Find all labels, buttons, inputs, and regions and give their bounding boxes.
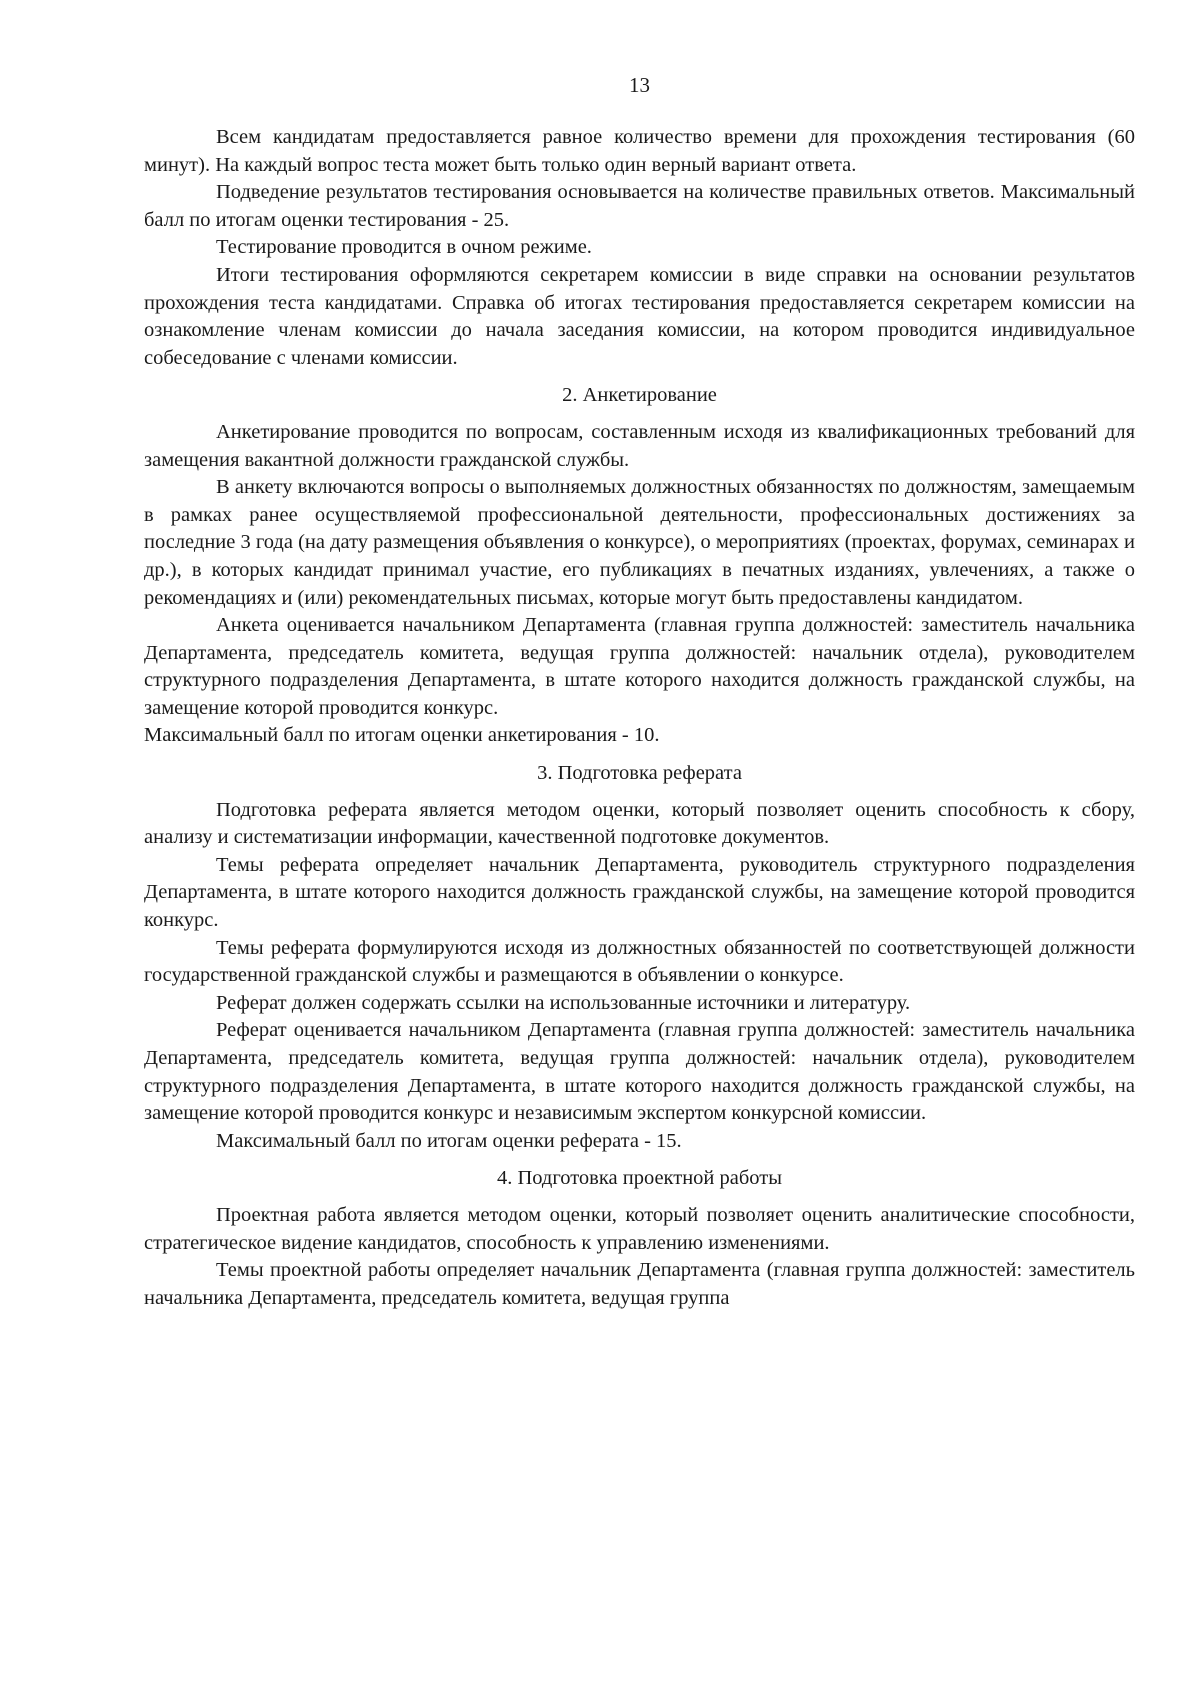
paragraph: Темы реферата определяет начальник Департамента, руководитель структурного подразделения Департамента, в штате которого находится должность гражданской службы, на замещение которой проводится конкурс. — [144, 853, 1135, 932]
max-score-line: Максимальный балл по итогам оценки анкетирования - 10. — [144, 724, 660, 747]
paragraph: Максимальный балл по итогам оценки реферата - 15. — [216, 1129, 682, 1152]
paragraph: Проектная работа является методом оценки, который позволяет оценить аналитические способности, стратегическое видение кандидатов, способность к управлению изменениями. — [144, 1203, 1135, 1254]
paragraph: Анкетирование проводится по вопросам, составленным исходя из квалификационных требований для замещения вакантной должности гражданской службы. — [144, 420, 1135, 471]
project-section — [144, 1165, 1135, 1312]
paragraph: Подведение результатов тестирования основывается на количестве правильных ответов. Максимальный балл по итогам оценки тестирования - 25. — [144, 181, 1135, 231]
paragraph: Анкета оценивается начальником Департамента (главная группа должностей: заместитель начальника Департамента, председатель комитета, ведущая группа должностей: начальник отдела), руководителем структурного подразделения Департамента, в штате которого находится должность гражданской службы, на замещение которой проводится конкурс. — [144, 614, 1135, 719]
survey-section — [144, 382, 1135, 750]
section-heading: 2. Анкетирование — [562, 384, 717, 407]
paragraph: Всем кандидатам предоставляется равное количество времени для прохождения тестирования (60 минут). На каждый вопрос теста может быть только один верный вариант ответа. — [144, 126, 1135, 176]
page-content — [144, 124, 1135, 1312]
section-heading: 4. Подготовка проектной работы — [496, 1167, 783, 1190]
paragraph: Итоги тестирования оформляются секретарем комиссии в виде справки на основании результатов прохождения теста кандидатами. Справка об итогах тестирования предоставляется секретарем комиссии на ознакомление членам комиссии до начала заседания комиссии, на котором проводится индивидуальное собеседование с членами комиссии. — [144, 263, 1135, 369]
paragraph: Реферат должен содержать ссылки на использованные источники и литературу. — [216, 991, 911, 1014]
paragraph: В анкету включаются вопросы о выполняемых должностных обязанностях по должностям, замещаемым в рамках ранее осуществляемой профессиональной деятельности, профессиональных достижениях за последние 3 года (на дату размещения объявления о конкурсе), о мероприятиях (проектах, форумах, семинарах и др.), в которых кандидат принимал участие, его публикациях в печатных изданиях, увлечениях, а также о рекомендациях и (или) рекомендательных письмах, которые могут быть предоставлены кандидатом. — [144, 476, 1135, 609]
section-heading: 3. Подготовка реферата — [537, 762, 742, 785]
page-number: 13 — [629, 73, 650, 97]
paragraph: Темы проектной работы определяет начальник Департамента (главная группа должностей: заместитель начальника Департамента, председатель комитета, ведущая группа — [144, 1259, 1135, 1309]
paragraph: Подготовка реферата является методом оценки, который позволяет оценить способность к сбору, анализу и систематизации информации, качественной подготовке документов. — [144, 798, 1135, 849]
testing-section — [144, 124, 1135, 372]
essay-section — [144, 760, 1135, 1155]
paragraph: Реферат оценивается начальником Департамента (главная группа должностей: заместитель начальника Департамента, председатель комитета, ведущая группа должностей: начальник отдела), руководителем структурного подразделения Департамента, в штате которого находится должность гражданской службы, на замещение которой проводится конкурс и независимым экспертом конкурсной комиссии. — [144, 1019, 1135, 1125]
paragraph: Тестирование проводится в очном режиме. — [216, 236, 592, 259]
paragraph: Темы реферата формулируются исходя из должностных обязанностей по соответствующей должности государственной гражданской службы и размещаются в объявлении о конкурсе. — [144, 936, 1135, 987]
